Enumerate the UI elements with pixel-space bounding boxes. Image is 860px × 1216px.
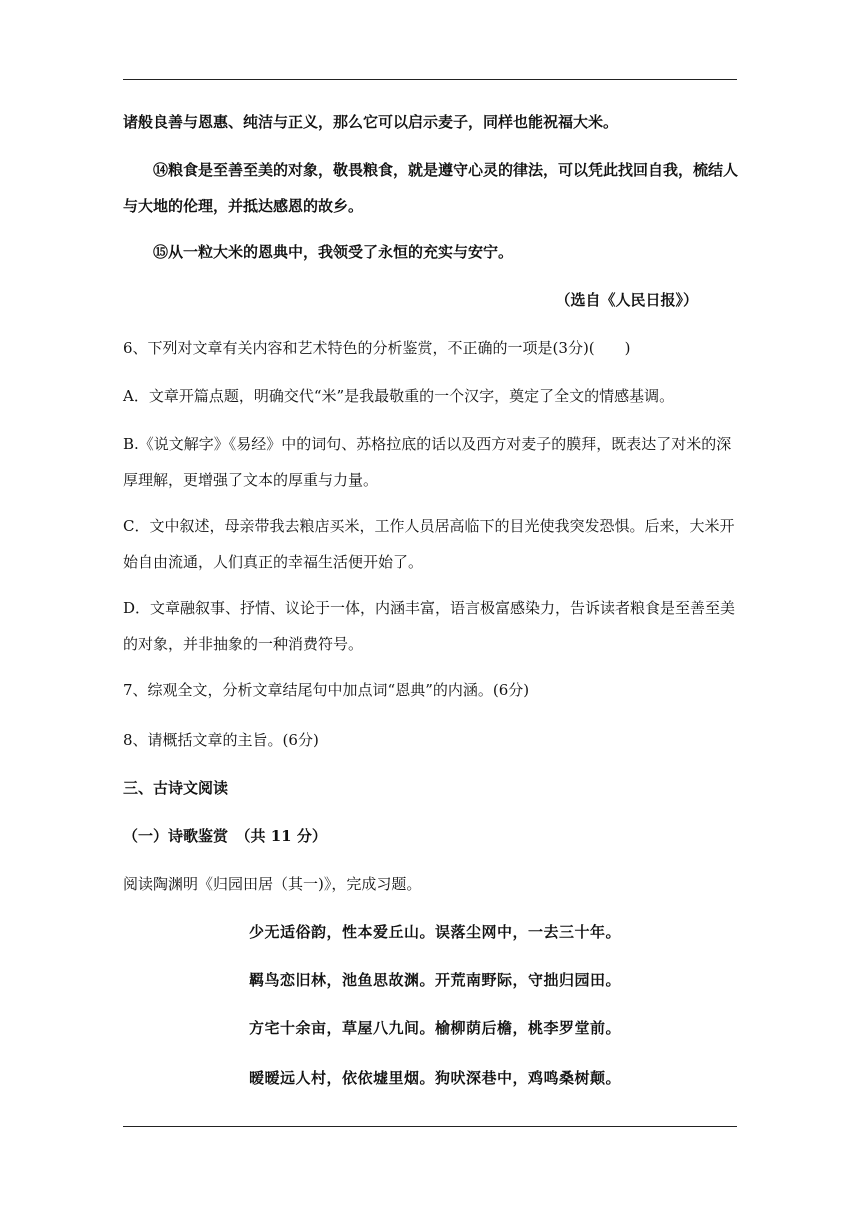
question-6-option-d: D．文章融叙事、抒情、议论于一体，内涵丰富，语言极富感染力，告诉读者粮食是至善至美的对象，并非抽象的一种消费符号。 <box>123 599 736 653</box>
section-3-subheading: （一）诗歌鉴赏 （共 11 分） <box>123 827 327 845</box>
section-3-heading: 三、古诗文阅读 <box>123 779 229 797</box>
poem-line: 少无适俗韵，性本爱丘山。误落尘网中，一去三十年。 <box>249 923 622 941</box>
passage-paragraph-14: ⑭粮食是至善至美的对象，敬畏粮食，就是遵守心灵的律法，可以凭此找回自我，梳结人与大地的伦理，并抵达感恩的故乡。 <box>123 161 739 215</box>
passage-source: （选自《人民日报》） <box>555 291 698 309</box>
footer-rule <box>123 1126 737 1127</box>
question-6-option-c: C．文中叙述，母亲带我去粮店买米，工作人员居高临下的目光使我突发恐惧。后来，大米开始自由流通，人们真正的幸福生活便开始了。 <box>123 517 735 571</box>
poem-line: 方宅十余亩，草屋八九间。榆柳荫后檐，桃李罗堂前。 <box>249 1019 622 1037</box>
passage-continuation: 诸般良善与恩惠、纯洁与正义，那么它可以启示麦子，同样也能祝福大米。 <box>123 113 619 131</box>
header-rule <box>123 79 737 80</box>
poem-line: 暧暧远人村，依依墟里烟。狗吠深巷中，鸡鸣桑树颠。 <box>249 1069 622 1087</box>
question-8: 8、请概括文章的主旨。(6分) <box>123 731 319 749</box>
question-6-stem: 6、下列对文章有关内容和艺术特色的分析鉴赏，不正确的一项是(3分)( ) <box>123 339 631 357</box>
question-6-option-a: A．文章开篇点题，明确交代“米”是我最敬重的一个汉字，奠定了全文的情感基调。 <box>123 387 675 405</box>
question-7: 7、综观全文，分析文章结尾句中加点词“恩典”的内涵。(6分) <box>123 681 530 699</box>
passage-paragraph-15: ⑮从一粒大米的恩典中，我领受了永恒的充实与安宁。 <box>153 243 514 261</box>
question-6-option-b: B.《说文解字》《易经》中的词句、苏格拉底的话以及西方对麦子的膜拜，既表达了对米的深厚理解，更增强了文本的厚重与力量。 <box>123 435 732 489</box>
section-3-intro: 阅读陶渊明《归园田居（其一)》，完成习题。 <box>123 875 422 893</box>
poem-line: 羁鸟恋旧林，池鱼思故渊。开荒南野际，守拙归园田。 <box>249 971 622 989</box>
